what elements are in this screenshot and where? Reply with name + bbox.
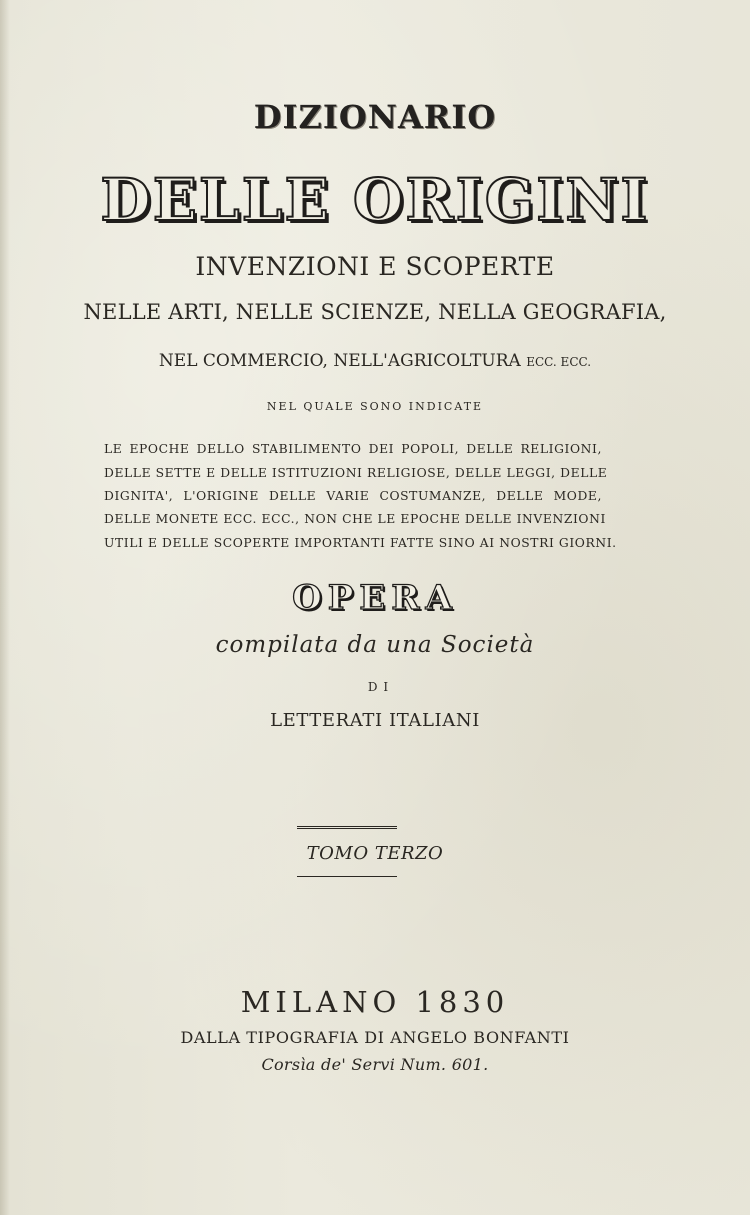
top-rule bbox=[297, 826, 397, 829]
compilata-line: compilata da una Società bbox=[215, 632, 535, 658]
description-line-4: DELLE MONETE ECC. ECC., NON CHE LE EPOCHE DELLE INVENZIONI bbox=[104, 512, 606, 526]
opera-heading: OPERA bbox=[292, 578, 458, 618]
printer-line: DALLA TIPOGRAFIA DI ANGELO BONFANTI bbox=[180, 1028, 570, 1047]
title-line-2: DELLE ORIGINI bbox=[100, 166, 650, 234]
fields-line-2-ecc: ECC. ECC. bbox=[526, 355, 592, 369]
description-line-2: DELLE SETTE E DELLE ISTITUZIONI RELIGIOSE, DELLE LEGGI, DELLE bbox=[104, 466, 608, 480]
letterati-line: LETTERATI ITALIANI bbox=[270, 710, 480, 731]
di-line: DI bbox=[367, 680, 395, 694]
fields-line-2 bbox=[0, 351, 750, 371]
volume-label: TOMO TERZO bbox=[306, 843, 444, 864]
place-year: MILANO 1830 bbox=[240, 985, 510, 1019]
intro-line: NEL QUALE SONO INDICATE bbox=[266, 400, 484, 413]
fields-line-1: NELLE ARTI, NELLE SCIENZE, NELLA GEOGRAFIA, bbox=[83, 300, 667, 324]
subtitle: INVENZIONI E SCOPERTE bbox=[195, 252, 555, 281]
description-line-5: UTILI E DELLE SCOPERTE IMPORTANTI FATTE SINO AI NOSTRI GIORNI. bbox=[104, 536, 617, 550]
description-line-1: LE EPOCHE DELLO STABILIMENTO DEI POPOLI, DELLE RELIGIONI, bbox=[104, 442, 602, 456]
title-line-1: DIZIONARIO bbox=[253, 98, 497, 136]
description-line-3: DIGNITA', L'ORIGINE DELLE VARIE COSTUMANZE, DELLE MODE, bbox=[104, 489, 602, 503]
fields-line-2-main: NEL COMMERCIO, NELL'AGRICOLTURA bbox=[158, 351, 521, 371]
address-line: Corsìa de' Servi Num. 601. bbox=[261, 1055, 489, 1074]
bottom-rule bbox=[297, 876, 397, 877]
